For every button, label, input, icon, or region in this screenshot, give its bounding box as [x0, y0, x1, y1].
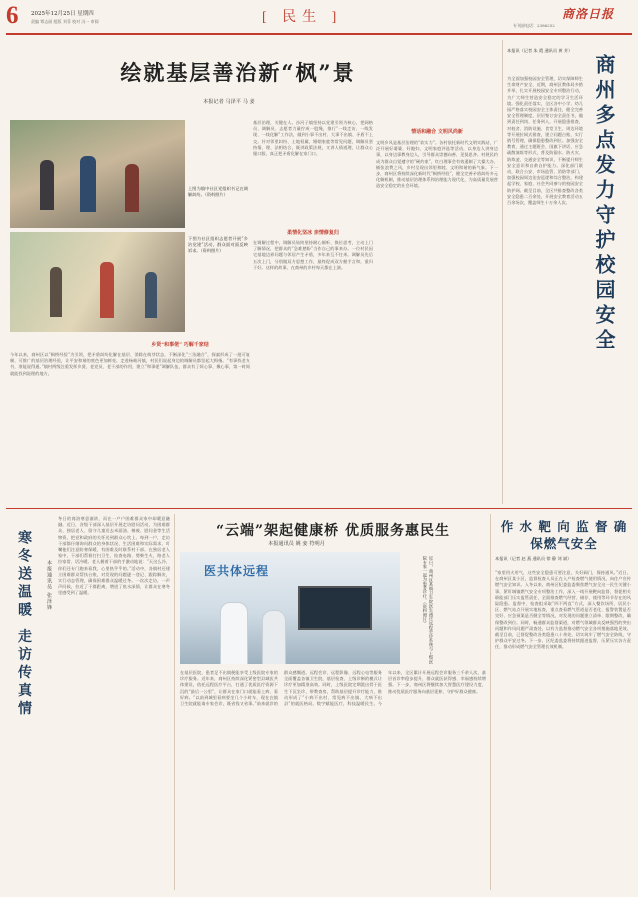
- photo-figure: [220, 602, 248, 664]
- page-number: 6: [6, 2, 19, 29]
- photo-figure: [50, 267, 62, 317]
- article5-body: “家里用火用气，这些安全隐患可要注意，关好阀门，保持通风。”近日，在商州区某小区，监督检查人员正在入户检查燃气使用情况，向住户宣传燃气安全知识。入冬以来，商州区纪委监委聚焦燃气安全这一民生关键小事，紧盯城镇燃气安全专项整治工作，深入一线开展靶向监督，督促相关职能部门压实监管责任，全面排查燃气经营、储存、使用等环节存在的风险隐患。监督中，检查组采取“四不两直”方式，深入餐饮场所、居民小区、燃气站点开展实地检查，重点查看燃气管道是否老化、报警装置是否完好、应急预案是否健全等情况，对发现的问题建立清单、限期整改，确保整改到位。同时，畅通群众监督渠道，对燃气领域群众反映强烈的突出问题和作风问题严肃查处，以有力监督推动燃气安全各项措施落地见效。截至目前，已督促整改各类隐患八十余处，切实筑牢了燃气安全防线，守护群众平安过冬。下一步，区纪委监委将持续跟进监督，压紧压实各方责任，推动形成燃气安全管理长效机制。: [495, 570, 631, 650]
- article1-body-4: 文明乡风是基层治理的“软实力”。各村依托新时代文明实践站，广泛开展好婆婆、好媳妇、文明家庭评选等活动，以身边人讲身边事，以身边事教身边人，引导群众崇德向善、见贤思齐。村规民约成为群众自觉遵守的“硬约束”，红白理事会有效遏制了大操大办、铺张浪费之风，乡村呈现出邻里和睦、文明和谐的新气象。下一步，商州区将持续深化新时代“枫桥经验”，健全完善矛盾纠纷多元化解机制，推动基层治理体系和治理能力现代化，为高质量发展营造安全稳定的社会环境。: [376, 140, 498, 189]
- photo-screen: [298, 586, 372, 630]
- section-title: [ 民生 ]: [262, 10, 343, 25]
- photo-volunteers: [10, 232, 185, 332]
- article3-title: 寒冬送温暖 走访传真情: [16, 530, 32, 719]
- section-name: 民生: [282, 10, 323, 25]
- photo-figure: [125, 164, 139, 212]
- photo1-caption: 上图为镇中社区党组织书记在调解纠纷。（资料照片）: [188, 186, 248, 198]
- photo-figure: [80, 156, 96, 212]
- article1-title: 绘就基层善治新“枫”景: [120, 60, 356, 85]
- article2-body: 为全面加强校园安全管理，切实保障师生生命财产安全，近期，商州区教体局多措并举，扎实开展校园安全专项整治行动，为广大师生营造安全稳定的学习生活环境。强化责任落实，全区各中小学、幼儿园严格落实校园安全主体责任，健全完善安全管理制度，层层签订安全责任书，做到责任到岗、任务到人。开展隐患排查，对校舍、消防设施、食堂卫生、周边环境等开展拉网式排查，建立问题台账，实行销号管理，确保隐患整改到位。加强安全教育，通过主题班会、国旗下讲话、应急疏散演练等形式，普及防溺水、防火灾、防欺凌、交通安全等知识，不断提升师生安全意识和自救自护能力。深化部门联动，联合公安、市场监管、消防等部门，加强校园周边治安巡逻和综合整治，构建起学校、家庭、社会共同参与的校园安全防护网。截至目前，全区共排查整改各类安全隐患二百余处，开展安全教育活动五百余场次，覆盖师生十万余人次。: [507, 76, 583, 206]
- photo-figure: [100, 262, 114, 318]
- column-divider: [174, 514, 175, 890]
- subhead-2: 柔情化坚冰 亲情修复归: [287, 230, 339, 236]
- subhead-1: 乡贤“和事佬” 巧解千家结: [151, 342, 209, 348]
- article5-byline: 本报讯（记者 赵 燕 通讯员 徐 静 刘 斌）: [495, 556, 572, 561]
- article1-body-3: 在调解过程中，调解员始终坚持耐心倾听、换位思考，主动上门了解情况，把群众的“急难愁盼”当作自己的事来办。一位村民因宅基地边界问题与邻居产生矛盾，多年来互不往来。调解员先后五次上门，分别做双方思想工作，最终促成双方握手言和，重归于好。这样的故事，在商州的乡村每天都在上演。: [253, 240, 373, 270]
- editor-credits: 责编 覃志丽 组版 刘菲 校对 冯一 审阅: [31, 19, 99, 24]
- article3-byline: 本报通讯员 张泽锋: [46, 560, 52, 611]
- photo-sign: 医共体远程: [204, 564, 270, 578]
- article4-body: 在基层医院，患者足不出镇便能享受上级医院专家的诊疗服务。近年来，商州区持续深化紧密型县域医共体建设，依托远程医疗平台，打通了优质医疗资源下沉的“最后一公里”，让群众在家门口就能看上病、看好病。“以前到城里看病要坐几个小时车，现在在镇卫生院就能请专家会诊，既省钱又省事。”前来就诊的群众感慨道。远程会诊、远程影像、远程心电等服务全面覆盖各镇卫生院，基层检查、上级诊断的模式让诊疗更加精准高效。同时，上级医院定期派出骨干医生下沉坐诊、带教查房，帮助基层提升诊疗能力，推动形成了“小病不出村、常见病不出镇、大病不出县”的就医格局。数字赋能医疗，科技温暖民生。今年以来，全区累计开展远程会诊服务三千余人次，基层首诊率稳步提升，群众就医获得感、幸福感持续增强。下一步，商州区将继续加大智慧医疗建设力度，推动优质医疗服务向基层延伸，守护好群众健康。: [180, 670, 486, 707]
- photo-figure: [40, 160, 54, 210]
- article4-title: “云端”架起健康桥 优质服务惠民生: [216, 523, 450, 539]
- article1-body-2: 基层治理，关键在人。沙河子镇坚持以党建引领为核心，把网格员、调解员、志愿者力量拧成一股绳，推行“一线走访、一线发现、一线化解”工作法，做到小事不出村、大事不出镇、矛盾不上交。针对邻里纠纷、土地权属、婚姻家庭等常见问题，调解员坚持情、理、法相结合，既讲政策法规，又讲人情道理，让群众心服口服，真正把矛盾化解在家门口。: [253, 120, 373, 157]
- article3-body: 冬日的商洛寒意渐浓，而在一户户困难群众家中却暖意融融。近日，各级干部深入基层开展走访慰问活动，为困难群众、独居老人、留守儿童送去米面油、棉被、慰问金等生活物资，把党和政府的关怀送到群众心坎上。每到一户，走访干部都仔细询问群众的身体状况、生活困难和实际需求，叮嘱他们注意防寒保暖，有困难及时联系村干部。在独居老人家中，干部们帮着打扫卫生、检查电路、劈柴生火，陪老人拉家常、话冷暖。老人握着干部的手激动地说：“天这么冷，你们还专门跑来看我，心里热乎乎的。”活动中，各镇村还建立困难群众帮扶台账，对发现的问题逐一登记、跟踪解决，实行动态管理，确保困难群众温暖过冬。一次次走访，一声声问候，拉近了干群距离，增进了鱼水深情，让群众在寒冬里感受到了温暖。: [58, 516, 170, 596]
- hotline: 专刊部电话：2386252: [513, 23, 555, 28]
- article1-body-1: 今年以来，商州区以“枫桥经验”为引领，把矛盾纠纷化解在基层、消除在萌芽状态，不断深化“三治融合”，探索形成了一批可复制、可推广的基层治理经验，让平安和谐的底色更加鲜亮。走进杨峪河镇，村民们说起身边的调解员都竖起大拇指。“有事找老支书，准能说得通。”镇村两级注重发挥乡贤、老党员、老干部的作用，建立“和事佬”调解队伍，群众有了烦心事、揪心事，第一时间就能找到说理的地方。: [10, 352, 250, 376]
- photo-caption: 近日，商州区某镇卫生院医生通过远程会诊系统与上级医院专家一起为患者诊疗。（资料照片）: [422, 556, 434, 664]
- article1-byline: 本报记者 马泽平 马 姜: [203, 99, 255, 105]
- middle-rule: [6, 508, 632, 509]
- article2-byline: 本报讯（记者 朱 霞 通讯员 黄 芳）: [507, 48, 573, 53]
- article5-title: 作 水 靶 向 监 督 确保燃气安全: [500, 519, 628, 551]
- masthead-logo: 商洛日报: [562, 7, 615, 21]
- column-divider: [490, 514, 491, 890]
- photo-telemedicine: [180, 552, 400, 664]
- article4-byline: 本报通讯员 姚 娈 符明月: [268, 541, 325, 547]
- article2-title: 商州多点发力守护校园安全: [592, 54, 616, 354]
- photo-mediation: [10, 120, 185, 228]
- photo-figure: [145, 272, 157, 318]
- issue-date: 2025年12月25日 星期四: [31, 11, 94, 17]
- photo-figure: [262, 610, 286, 664]
- column-divider: [502, 40, 503, 504]
- subhead-3: 情话和融合 文明风尚新: [411, 129, 463, 135]
- photo2-caption: 下图为社区组织志愿者开展“乡治党建”活动，群众面对面反映诉求。（资料照片）: [188, 236, 248, 254]
- header-rule: [6, 33, 632, 35]
